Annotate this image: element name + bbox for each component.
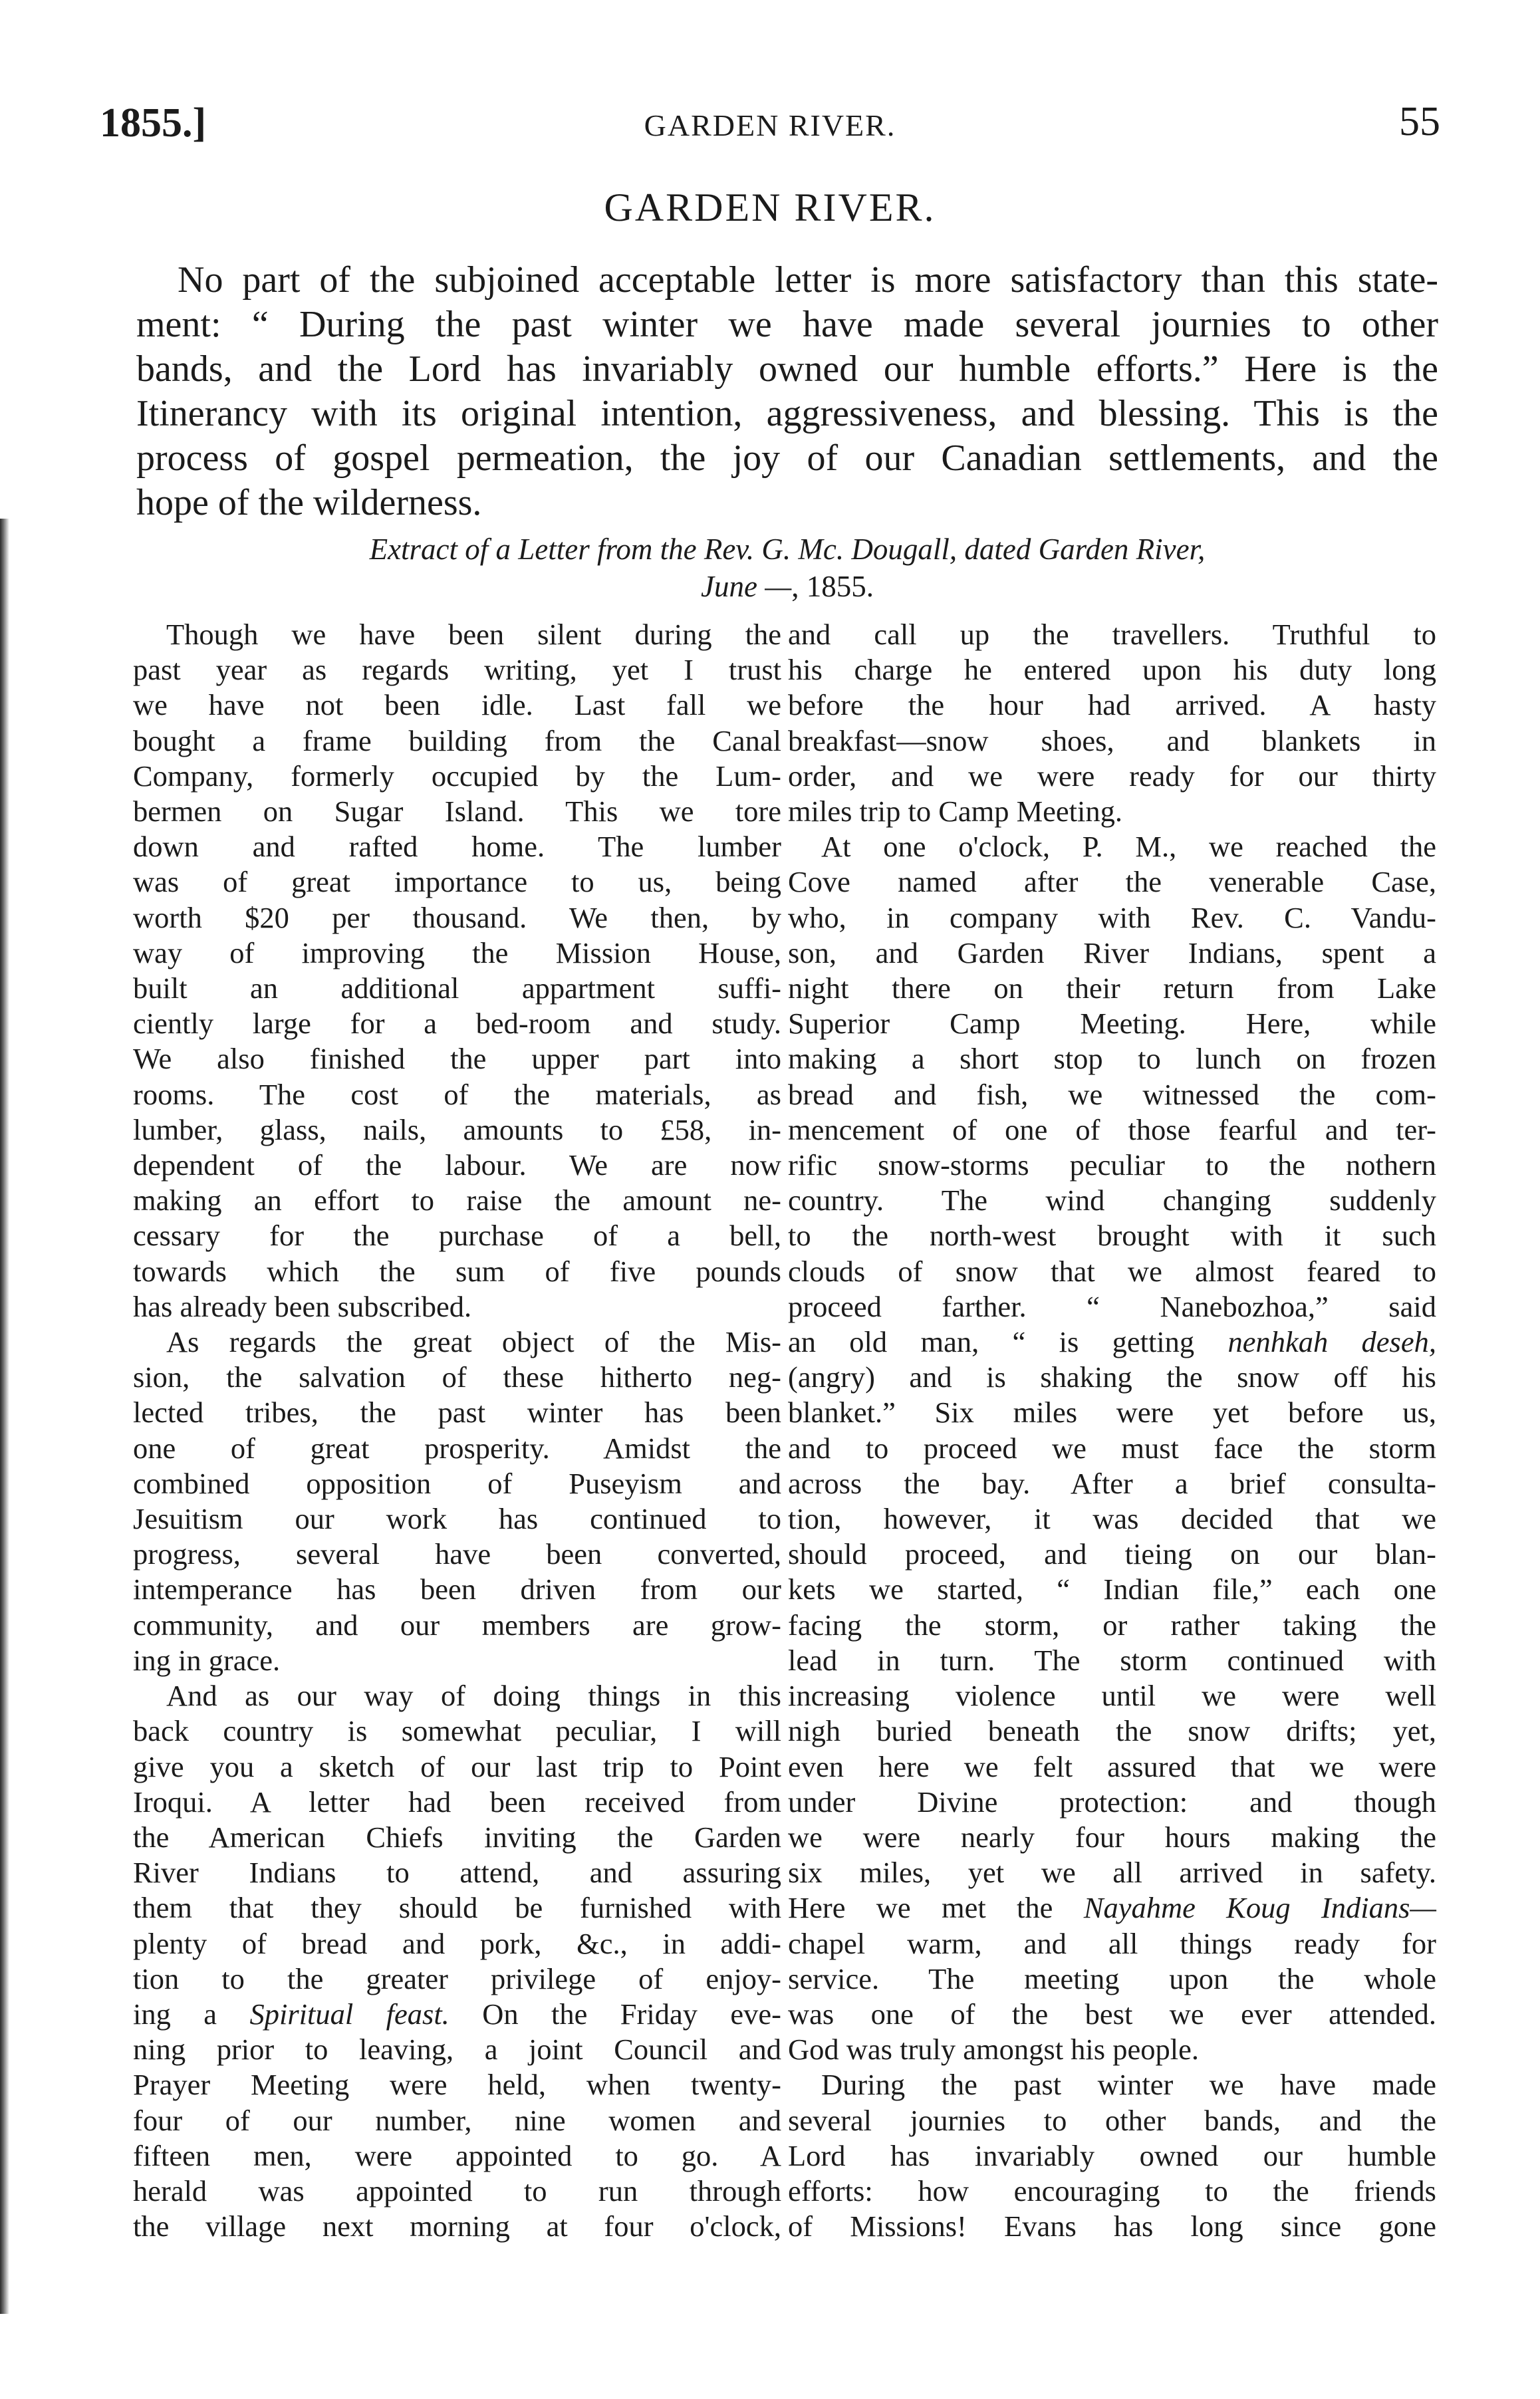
left-column	[133, 617, 781, 2244]
text-line: we have not been idle. Last fall we	[133, 688, 781, 722]
text-line: ning prior to leaving, a joint Council and	[133, 2033, 781, 2067]
text-line: cessary for the purchase of a bell,	[133, 1219, 781, 1253]
text-line: six miles, yet we all arrived in safety.	[788, 1856, 1436, 1890]
text-line: chapel warm, and all things ready for	[788, 1926, 1436, 1960]
text-line: Company, formerly occupied by the Lum-	[133, 759, 781, 793]
paragraph	[133, 1325, 781, 1678]
binding-edge	[0, 519, 9, 2314]
text-line: to the north-west brought with it such	[788, 1219, 1436, 1253]
text-line: worth $20 per thousand. We then, by	[133, 900, 781, 934]
text-line: country. The wind changing suddenly	[788, 1184, 1436, 1217]
paragraph	[788, 617, 1436, 829]
text-line: At one o'clock, P. M., we reached the	[821, 830, 1436, 864]
text-line: and to proceed we must face the storm	[788, 1431, 1436, 1465]
italic-phrase: Spiritual feast.	[249, 1997, 449, 2031]
paragraph	[133, 617, 781, 1325]
text-line	[788, 1325, 1436, 1360]
text-line: mencement of one of those fearful and ter-	[788, 1112, 1436, 1146]
paragraph	[788, 2067, 1436, 2244]
text-line: process of gospel permeation, the joy of our Canadian settlements, and the	[136, 438, 1438, 479]
text-line: progress, several have been converted,	[133, 1537, 781, 1571]
text-line: God was truly amongst his people.	[788, 2033, 1199, 2067]
text-line: ciently large for a bed-room and study.	[133, 1007, 781, 1041]
text-line: bought a frame building from the Canal	[133, 723, 781, 757]
text-line: of Missions! Evans has long since gone	[788, 2210, 1436, 2243]
text-line: And as our way of doing things in this	[166, 1679, 781, 1713]
text-line: several journies to other bands, and the	[788, 2103, 1436, 2137]
text-line	[133, 1997, 781, 2032]
text-line: We also finished the upper part into	[133, 1042, 781, 1076]
text-line: (angry) and is shaking the snow off his	[788, 1360, 1436, 1394]
text-line: ing in grace.	[133, 1643, 281, 1677]
text-line: across the bay. After a brief consulta-	[788, 1466, 1436, 1500]
intro-paragraph	[136, 258, 1438, 525]
text-line: has already been subscribed.	[133, 1289, 472, 1323]
text-line: dependent of the labour. We are now	[133, 1148, 781, 1182]
text-run: Here we met the	[788, 1891, 1084, 1925]
text-line: efforts: how encouraging to the friends	[788, 2174, 1436, 2208]
text-line: bands, and the Lord has invariably owned our humble efforts.” Here is the	[136, 348, 1438, 390]
text-line: son, and Garden River Indians, spent a	[788, 936, 1436, 969]
text-line: them that they should be furnished with	[133, 1891, 781, 1925]
text-line: rooms. The cost of the materials, as	[133, 1077, 781, 1111]
text-line: tion, however, it was decided that we	[788, 1502, 1436, 1536]
text-line: was of great importance to us, being	[133, 865, 781, 899]
text-line: the village next morning at four o'clock,	[133, 2210, 781, 2243]
text-line: Iroqui. A letter had been received from	[133, 1785, 781, 1819]
caption-date: June —	[701, 570, 792, 603]
text-line: down and rafted home. The lumber	[133, 830, 781, 864]
text-line: plenty of bread and pork, &c., in addi-	[133, 1926, 781, 1960]
text-line: herald was appointed to run through	[133, 2174, 781, 2208]
running-head-year: 1855.]	[100, 100, 207, 146]
text-line: past year as regards writing, yet I trust	[133, 653, 781, 687]
text-line: should proceed, and tieing on our blan-	[788, 1537, 1436, 1571]
running-head	[100, 100, 1440, 153]
text-line	[788, 1890, 1436, 1926]
text-line: the American Chiefs inviting the Garden	[133, 1820, 781, 1854]
text-line: lead in turn. The storm continued with	[788, 1643, 1436, 1677]
text-line: bread and fish, we witnessed the com-	[788, 1077, 1436, 1111]
paragraph	[788, 829, 1436, 2067]
text-line: tion to the greater privilege of enjoy-	[133, 1961, 781, 1995]
text-line: his charge he entered upon his duty long	[788, 653, 1436, 687]
text-line: miles trip to Camp Meeting.	[788, 795, 1123, 828]
letter-caption	[136, 531, 1438, 605]
text-line: Prayer Meeting were held, when twenty-	[133, 2068, 781, 2102]
text-line: facing the storm, or rather taking the	[788, 1608, 1436, 1642]
text-line: order, and we were ready for our thirty	[788, 759, 1436, 793]
text-line: back country is somewhat peculiar, I will	[133, 1714, 781, 1748]
text-line: Lord has invariably owned our humble	[788, 2138, 1436, 2172]
text-line: hope of the wilderness.	[136, 482, 482, 523]
italic-phrase: Nayahme Koug Indians—	[1083, 1891, 1436, 1925]
caption-year: , 1855.	[791, 570, 874, 603]
text-line: even here we felt assured that we were	[788, 1749, 1436, 1783]
caption-line	[136, 568, 1438, 605]
text-line: making a short stop to lunch on frozen	[788, 1042, 1436, 1076]
text-line: give you a sketch of our last trip to Point	[133, 1749, 781, 1783]
text-line: No part of the subjoined acceptable letter is more satisfactory than this state-	[178, 259, 1438, 301]
text-line: Jesuitism our work has continued to	[133, 1502, 781, 1536]
text-line: kets we started, “ Indian file,” each one	[788, 1573, 1436, 1606]
italic-phrase: nenhkah deseh,	[1227, 1325, 1436, 1359]
text-line: lected tribes, the past winter has been	[133, 1396, 781, 1430]
text-line: rific snow-storms peculiar to the nothern	[788, 1148, 1436, 1182]
text-line: Itinerancy with its original intention, aggressiveness, and blessing. This is the	[136, 393, 1438, 434]
text-line: Though we have been silent during the	[166, 618, 781, 651]
text-line: clouds of snow that we almost feared to	[788, 1254, 1436, 1288]
text-line: Cove named after the venerable Case,	[788, 865, 1436, 899]
text-line: ment: “ During the past winter we have made several journies to other	[136, 304, 1438, 345]
text-line: four of our number, nine women and	[133, 2103, 781, 2137]
text-line: intemperance has been driven from our	[133, 1573, 781, 1606]
text-line: towards which the sum of five pounds	[133, 1254, 781, 1288]
text-run: ing a	[133, 1997, 250, 2031]
paragraph	[133, 1678, 781, 2244]
text-line: River Indians to attend, and assuring	[133, 1856, 781, 1890]
text-line: who, in company with Rev. C. Vandu-	[788, 900, 1436, 934]
text-line: way of improving the Mission House,	[133, 936, 781, 969]
text-line: increasing violence until we were well	[788, 1679, 1436, 1713]
text-line: blanket.” Six miles were yet before us,	[788, 1396, 1436, 1430]
page-number: 55	[1399, 99, 1440, 144]
right-column	[788, 617, 1436, 2244]
text-line: before the hour had arrived. A hasty	[788, 688, 1436, 722]
caption-line: Extract of a Letter from the Rev. G. Mc. Dougall, dated Garden River,	[369, 533, 1206, 566]
text-line: and call up the travellers. Truthful to	[788, 618, 1436, 651]
text-line: night there on their return from Lake	[788, 971, 1436, 1005]
text-line: under Divine protection: and though	[788, 1785, 1436, 1819]
text-line: During the past winter we have made	[821, 2068, 1436, 2102]
text-line: lumber, glass, nails, amounts to £58, in-	[133, 1112, 781, 1146]
text-line: bermen on Sugar Island. This we tore	[133, 795, 781, 828]
text-run: an old man, “ is getting	[788, 1325, 1228, 1359]
text-line: was one of the best we ever attended.	[788, 1997, 1436, 2031]
text-line: community, and our members are grow-	[133, 1608, 781, 1642]
text-line: built an additional appartment suffi-	[133, 971, 781, 1005]
text-line: sion, the salvation of these hitherto neg-	[133, 1360, 781, 1394]
text-line: Superior Camp Meeting. Here, while	[788, 1007, 1436, 1041]
text-line: proceed farther. “ Nanebozhoa,” said	[788, 1289, 1436, 1323]
text-line: As regards the great object of the Mis-	[166, 1325, 781, 1359]
text-line: one of great prosperity. Amidst the	[133, 1431, 781, 1465]
text-run: On the Friday eve-	[449, 1997, 781, 2031]
text-line: breakfast—snow shoes, and blankets in	[788, 723, 1436, 757]
text-line: making an effort to raise the amount ne-	[133, 1184, 781, 1217]
running-head-title: GARDEN RIVER.	[644, 108, 896, 142]
text-line: fifteen men, were appointed to go. A	[133, 2138, 781, 2172]
text-line: service. The meeting upon the whole	[788, 1961, 1436, 1995]
text-line: combined opposition of Puseyism and	[133, 1466, 781, 1500]
article-title: GARDEN RIVER.	[604, 186, 936, 229]
text-line: nigh buried beneath the snow drifts; yet,	[788, 1714, 1436, 1748]
text-line: we were nearly four hours making the	[788, 1820, 1436, 1854]
